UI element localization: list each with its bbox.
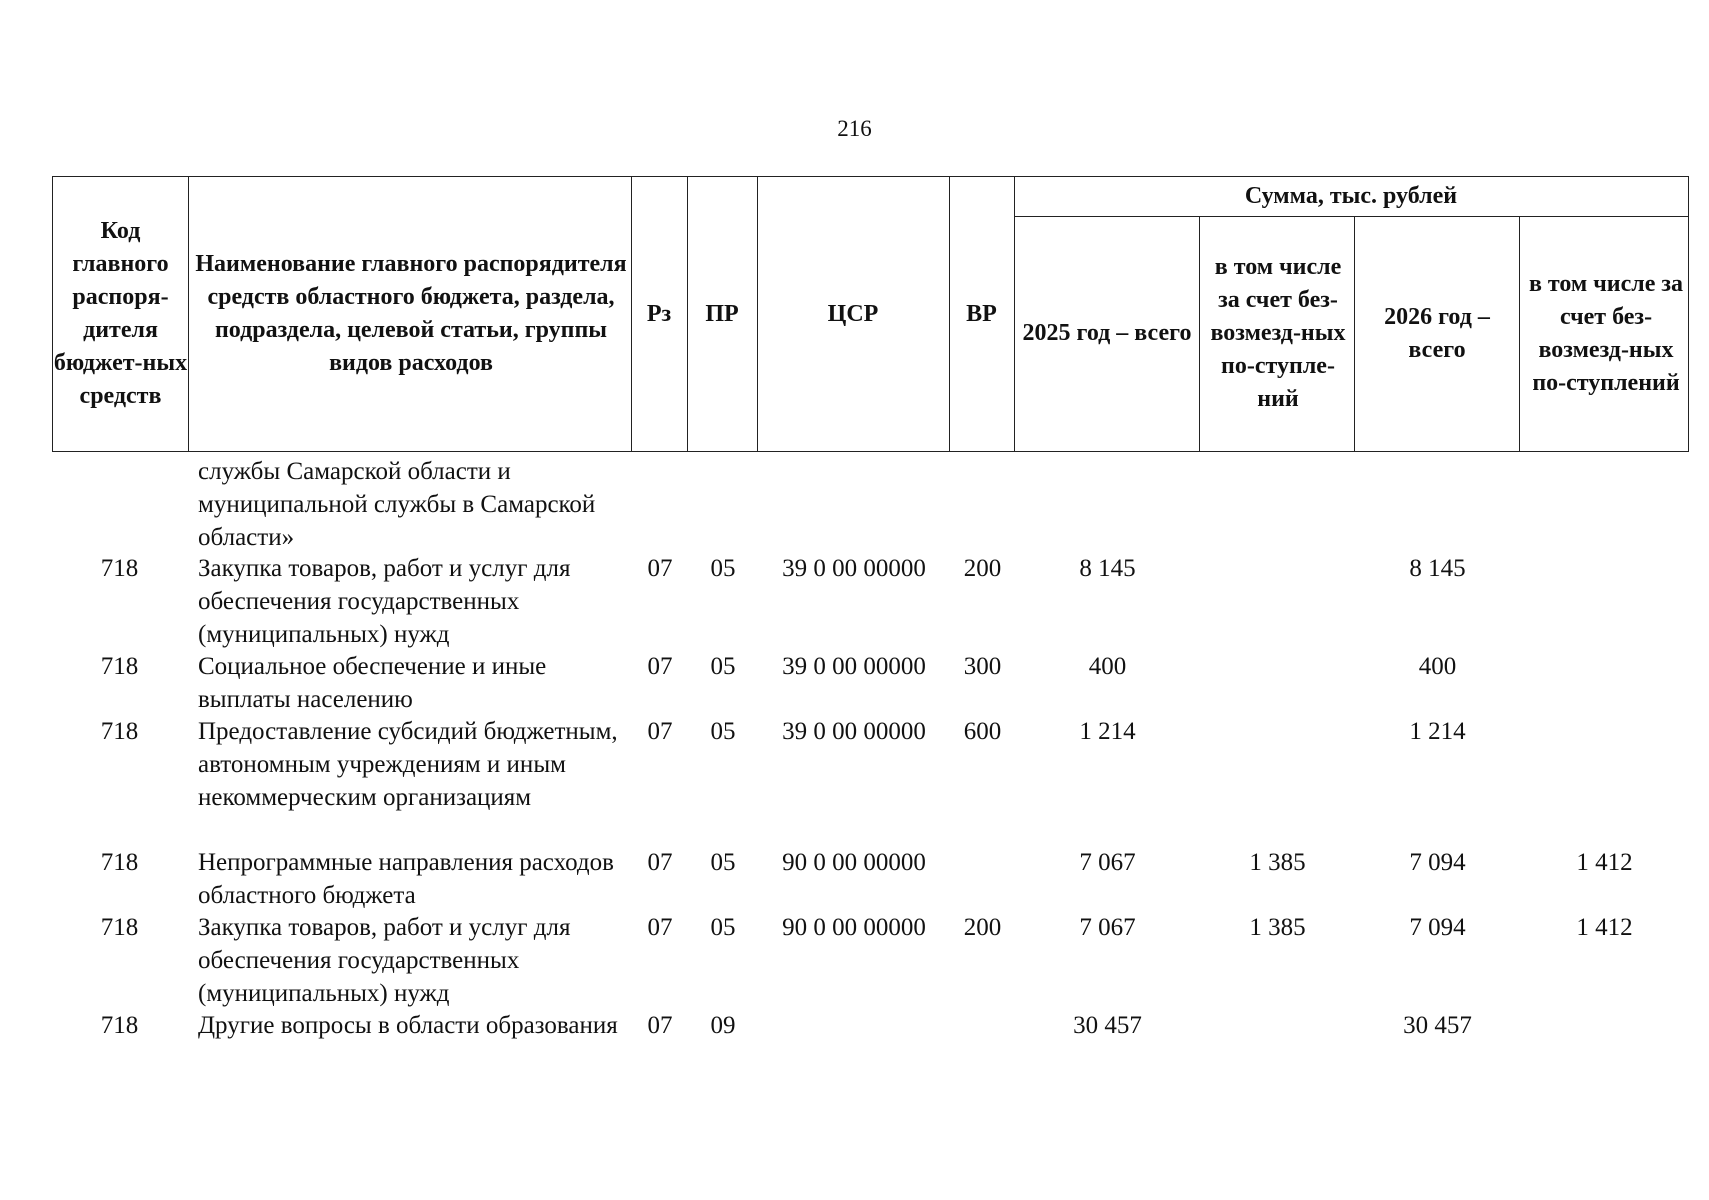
- row-pr: 05: [710, 718, 736, 745]
- column-divider: [1199, 216, 1200, 451]
- row-free-2025: 1 385: [1249, 849, 1306, 876]
- row-pr: 05: [710, 849, 736, 876]
- header-rz: Рз: [646, 300, 672, 327]
- row-rz: 07: [647, 653, 673, 680]
- row-vr: 200: [963, 914, 1002, 941]
- row-free-2026: 1 412: [1576, 914, 1633, 941]
- row-name: службы Самарской области и муниципальной службы в Самарской области»: [198, 458, 596, 551]
- row-sum-2025: 7 067: [1079, 849, 1136, 876]
- row-sum-2026: 400: [1418, 653, 1457, 680]
- header-2026-total: 2026 год – всего: [1384, 303, 1490, 363]
- row-csr: 39 0 00 00000: [782, 653, 926, 680]
- header-sum: Сумма, тыс. рублей: [1244, 183, 1458, 209]
- header-code: Код главного распоря-дителя бюджет-ных средств: [53, 218, 188, 409]
- row-vr: 300: [963, 653, 1002, 680]
- row-csr: 39 0 00 00000: [782, 718, 926, 745]
- row-sum-2025: 30 457: [1073, 1012, 1142, 1039]
- header-2026-free: в том числе за счет без-возмезд-ных по-ступлений: [1528, 270, 1684, 396]
- row-sum-2026: 30 457: [1403, 1012, 1472, 1039]
- row-free-2026: 1 412: [1576, 849, 1633, 876]
- row-name: Закупка товаров, работ и услуг для обеспечения государственных (муниципальных) нужд: [198, 914, 571, 1007]
- row-pr: 05: [710, 914, 736, 941]
- column-divider: [1354, 216, 1355, 451]
- row-sum-2025: 8 145: [1079, 555, 1136, 582]
- header-pr: ПР: [705, 300, 739, 327]
- row-name: Социальное обеспечение и иные выплаты населению: [198, 653, 547, 713]
- row-name: Закупка товаров, работ и услуг для обеспечения государственных (муниципальных) нужд: [198, 555, 571, 648]
- row-sum-2025: 1 214: [1079, 718, 1136, 745]
- header-vr: ВР: [966, 300, 997, 327]
- row-code: 718: [100, 718, 139, 745]
- row-free-2025: 1 385: [1249, 914, 1306, 941]
- row-name: Другие вопросы в области образования: [198, 1012, 618, 1039]
- row-sum-2026: 1 214: [1409, 718, 1466, 745]
- table-header: [52, 176, 1689, 452]
- row-rz: 07: [647, 555, 673, 582]
- row-pr: 05: [710, 555, 736, 582]
- column-divider: [1014, 177, 1015, 451]
- page-number: 216: [837, 116, 872, 141]
- row-code: 718: [100, 1012, 139, 1039]
- row-sum-2026: 8 145: [1409, 555, 1466, 582]
- header-2025-total: 2025 год – всего: [1022, 320, 1192, 346]
- row-csr: 90 0 00 00000: [782, 849, 926, 876]
- header-2025-free: в том числе за счет без-возмезд-ных по-ступле-ний: [1210, 254, 1346, 412]
- header-csr: ЦСР: [827, 300, 879, 327]
- row-rz: 07: [647, 1012, 673, 1039]
- row-code: 718: [100, 914, 139, 941]
- row-pr: 05: [710, 653, 736, 680]
- row-vr: 200: [963, 555, 1002, 582]
- row-code: 718: [100, 849, 139, 876]
- row-sum-2026: 7 094: [1409, 914, 1466, 941]
- row-rz: 07: [647, 849, 673, 876]
- row-csr: 39 0 00 00000: [782, 555, 926, 582]
- row-sum-2025: 7 067: [1079, 914, 1136, 941]
- row-code: 718: [100, 555, 139, 582]
- row-sum-2025: 400: [1088, 653, 1127, 680]
- column-divider: [188, 177, 189, 451]
- row-code: 718: [100, 653, 139, 680]
- row-rz: 07: [647, 718, 673, 745]
- row-csr: 90 0 00 00000: [782, 914, 926, 941]
- column-divider: [1519, 216, 1520, 451]
- row-name: Непрограммные направления расходов областного бюджета: [198, 849, 614, 909]
- row-sum-2026: 7 094: [1409, 849, 1466, 876]
- row-name: Предоставление субсидий бюджетным, автономным учреждениям и иным некоммерческим организациям: [198, 718, 618, 811]
- header-name: Наименование главного распорядителя средств областного бюджета, раздела, подраздела, целевой статьи, группы видов расходов: [195, 251, 627, 376]
- row-rz: 07: [647, 914, 673, 941]
- row-vr: 600: [963, 718, 1002, 745]
- row-pr: 09: [710, 1012, 736, 1039]
